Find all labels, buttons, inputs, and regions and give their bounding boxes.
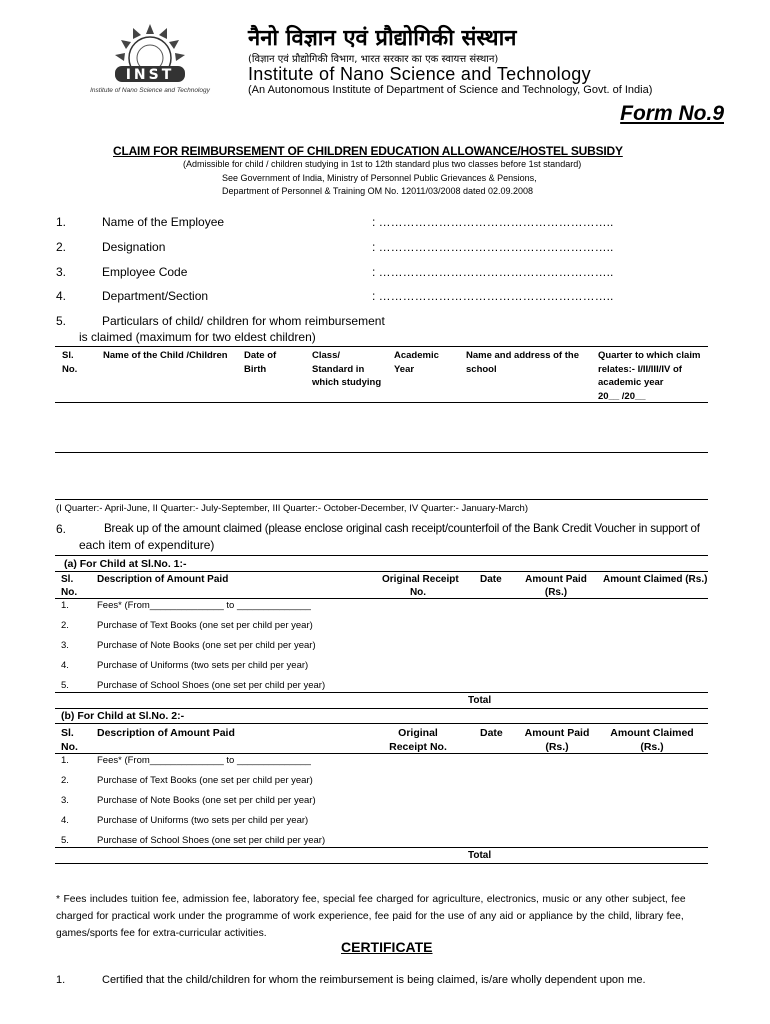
field-label-employee-code: Employee Code bbox=[102, 265, 188, 279]
children-table-bottom-rule bbox=[55, 499, 708, 500]
field-value-employee-code[interactable]: : ………………………………………………….. bbox=[372, 265, 614, 279]
item6-number: 6. bbox=[56, 522, 67, 536]
col-amount-paid: Amount Paid (Rs.) bbox=[524, 727, 590, 753]
col-sl: Sl. No. bbox=[61, 727, 78, 753]
row-description: Fees* (From______________ to ______________ bbox=[97, 755, 311, 766]
col-quarter: Quarter to which claim relates:- I/II/III/IV of academic year 20__ /20__ bbox=[598, 350, 701, 402]
table-row[interactable] bbox=[55, 754, 708, 772]
row-number: 3. bbox=[61, 795, 69, 806]
row-description: Purchase of Note Books (one set per child per year) bbox=[97, 640, 316, 651]
quarter-note: (I Quarter:- April-June, II Quarter:- July-September, III Quarter:- October-December, IV Quarter:- January-March) bbox=[56, 503, 528, 514]
col-school: Name and address of the school bbox=[466, 350, 579, 375]
item6-text-line2: each item of expenditure) bbox=[79, 538, 215, 552]
item5-number: 5. bbox=[56, 314, 67, 328]
field-label-department: Department/Section bbox=[102, 289, 209, 303]
col-sl: Sl. No. bbox=[61, 574, 78, 598]
section-a-title-rule bbox=[55, 571, 708, 572]
col-date-of-birth: Date of Birth bbox=[244, 350, 277, 375]
inst-logo bbox=[55, 20, 245, 98]
col-date: Date bbox=[480, 727, 503, 739]
col-class: Class/ Standard in which studying bbox=[312, 350, 382, 388]
section-b-total-label: Total bbox=[468, 850, 492, 861]
table-row[interactable] bbox=[55, 659, 708, 677]
field-label-designation: Designation bbox=[102, 240, 166, 254]
institute-subtitle-hindi: (विज्ञान एवं प्रौद्योगिकी विभाग, भारत सरकार का एक स्वायत्त संस्थान) bbox=[248, 54, 499, 65]
table-row[interactable] bbox=[55, 814, 708, 832]
section-a-total-label: Total bbox=[468, 695, 492, 706]
table-row[interactable] bbox=[55, 834, 708, 848]
section-a-top-rule bbox=[55, 555, 708, 556]
table-row[interactable] bbox=[55, 639, 708, 657]
section-a-bottom-rule bbox=[55, 708, 708, 709]
certificate-item-number: 1. bbox=[56, 974, 66, 986]
row-description: Purchase of Text Books (one set per child per year) bbox=[97, 620, 313, 631]
row-description: Fees* (From______________ to ______________ bbox=[97, 600, 311, 611]
item6-text-line1: Break up of the amount claimed (please enclose original cash receipt/counterfoil of the Bank Credit Voucher in support of bbox=[104, 522, 700, 535]
field-number: 3. bbox=[56, 265, 67, 279]
fee-footnote-line: charged for practical work under the programme of work experience, fee paid for the use of any aid or appliance by the child, library fee, bbox=[56, 911, 684, 922]
item5-text-line1: Particulars of child/ children for whom reimbursement bbox=[102, 314, 385, 328]
col-sl: Sl. No. bbox=[62, 350, 78, 375]
children-table-row[interactable] bbox=[55, 403, 708, 451]
form-subtitle-line3: Department of Personnel & Training OM No. 12011/03/2008 dated 02.09.2008 bbox=[222, 186, 534, 196]
table-row[interactable] bbox=[55, 774, 708, 792]
section-b-rows-rule bbox=[55, 847, 708, 848]
form-subtitle-line2: See Government of India, Ministry of Personnel Public Grievances & Pensions, bbox=[222, 173, 537, 183]
institute-subtitle-english: (An Autonomous Institute of Department of Science and Technology, Govt. of India) bbox=[248, 84, 653, 96]
fee-footnote-line: games/sports fee for extra-curricular activities. bbox=[56, 928, 267, 939]
field-number: 2. bbox=[56, 240, 67, 254]
form-subtitle-line1: (Admissible for child / children studying in 1st to 12th standard plus two classes before 1st standard) bbox=[183, 159, 582, 169]
children-table-top-rule bbox=[55, 346, 708, 347]
logo-text: INST bbox=[125, 67, 175, 83]
field-number: 1. bbox=[56, 215, 67, 229]
row-description: Purchase of Note Books (one set per child per year) bbox=[97, 795, 316, 806]
form-title: CLAIM FOR REIMBURSEMENT OF CHILDREN EDUCATION ALLOWANCE/HOSTEL SUBSIDY bbox=[113, 144, 623, 158]
form-number: Form No.9 bbox=[620, 102, 724, 125]
children-table-row[interactable] bbox=[55, 453, 708, 498]
fee-footnote-line: * Fees includes tuition fee, admission fee, laboratory fee, special fee charged for agriculture, electronics, music or any other subject, fee bbox=[56, 894, 686, 905]
row-description: Purchase of School Shoes (one set per child per year) bbox=[97, 680, 326, 691]
row-description: Purchase of Uniforms (two sets per child per year) bbox=[97, 660, 309, 671]
section-a-rows-rule bbox=[55, 692, 708, 693]
institute-name-english: Institute of Nano Science and Technology bbox=[248, 64, 591, 84]
row-number: 5. bbox=[61, 680, 69, 691]
col-child-name: Name of the Child /Children bbox=[103, 350, 228, 361]
row-number: 1. bbox=[61, 755, 69, 766]
col-description: Description of Amount Paid bbox=[97, 727, 235, 739]
col-amount-claimed: Amount Claimed (Rs.) bbox=[610, 727, 694, 753]
col-amount-claimed: Amount Claimed (Rs.) bbox=[603, 574, 708, 585]
field-value-employee-name[interactable]: : ………………………………………………….. bbox=[372, 215, 614, 229]
table-row[interactable] bbox=[55, 794, 708, 812]
row-number: 5. bbox=[61, 835, 69, 846]
field-label-employee-name: Name of the Employee bbox=[102, 215, 225, 229]
row-number: 2. bbox=[61, 620, 69, 631]
row-number: 2. bbox=[61, 775, 69, 786]
table-row[interactable] bbox=[55, 679, 708, 693]
field-number: 4. bbox=[56, 289, 67, 303]
certificate-heading: CERTIFICATE bbox=[341, 939, 433, 955]
item5-text-line2: is claimed (maximum for two eldest children) bbox=[79, 330, 316, 344]
col-description: Description of Amount Paid bbox=[97, 574, 229, 585]
col-amount-paid: Amount Paid (Rs.) bbox=[525, 574, 587, 598]
certificate-item-text: Certified that the child/children for whom the reimbursement is being claimed, is/are wholly dependent upon me. bbox=[102, 974, 646, 986]
section-a-title: (a) For Child at Sl.No. 1:- bbox=[64, 558, 187, 570]
section-b-title-rule bbox=[55, 723, 708, 724]
section-b-title: (b) For Child at Sl.No. 2:- bbox=[61, 710, 185, 722]
row-description: Purchase of School Shoes (one set per child per year) bbox=[97, 835, 326, 846]
col-date: Date bbox=[480, 574, 502, 585]
col-receipt: Original Receipt No. bbox=[382, 574, 459, 598]
fee-footnote bbox=[56, 891, 713, 942]
row-description: Purchase of Uniforms (two sets per child per year) bbox=[97, 815, 309, 826]
col-academic-year: Academic Year bbox=[394, 350, 439, 375]
row-description: Purchase of Text Books (one set per child per year) bbox=[97, 775, 313, 786]
field-value-department[interactable]: : ………………………………………………….. bbox=[372, 289, 614, 303]
row-number: 3. bbox=[61, 640, 69, 651]
col-receipt: Original Receipt No. bbox=[389, 727, 447, 753]
section-b-bottom-rule bbox=[55, 863, 708, 864]
logo-caption: Institute of Nano Science and Technology bbox=[90, 87, 210, 94]
institute-name-hindi: नैनो विज्ञान एवं प्रौद्योगिकी संस्थान bbox=[248, 26, 517, 51]
row-number: 4. bbox=[61, 815, 69, 826]
letterhead bbox=[55, 20, 720, 98]
row-number: 1. bbox=[61, 600, 69, 611]
row-number: 4. bbox=[61, 660, 69, 671]
field-value-designation[interactable]: : ………………………………………………….. bbox=[372, 240, 614, 254]
table-row[interactable] bbox=[55, 619, 708, 637]
table-row[interactable] bbox=[55, 599, 708, 617]
